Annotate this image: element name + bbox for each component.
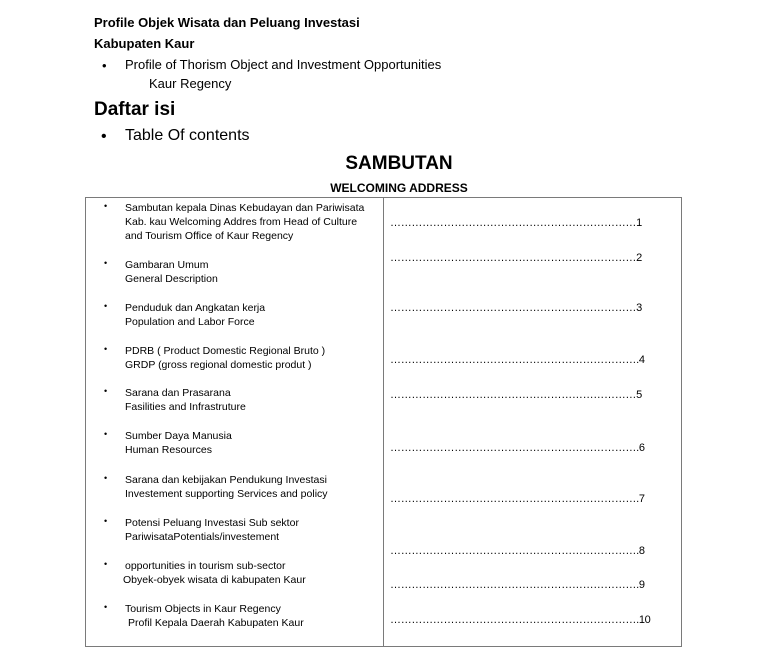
- toc-item-line: and Tourism Office of Kaur Regency: [125, 230, 294, 242]
- toc-item-line: Gambaran Umum: [125, 259, 209, 271]
- toc-item-line: Population and Labor Force: [125, 316, 255, 328]
- english-subtitle: Kaur Regency: [149, 76, 232, 91]
- page-leader: ……………………………………………………………5: [390, 389, 642, 401]
- toc-item-line: Sumber Daya Manusia: [125, 430, 232, 442]
- bullet-icon: •: [104, 473, 108, 483]
- english-title: Profile of Thorism Object and Investment Opportunities: [125, 57, 442, 72]
- page-leader: …………………………………………………………….6: [390, 442, 645, 454]
- document-title: Profile Objek Wisata dan Peluang Investasi: [94, 15, 360, 30]
- toc-item-line: Sarana dan Prasarana: [125, 387, 231, 399]
- toc-item-line: Sambutan kepala Dinas Kebudayan dan Pariwisata: [125, 202, 365, 214]
- bullet-icon: •: [104, 344, 108, 354]
- toc-item-line: GRDP (gross regional domestic produt ): [125, 359, 312, 371]
- toc-item-line: Investement supporting Services and policy: [125, 488, 328, 500]
- toc-item-line: Potensi Peluang Investasi Sub sektor: [125, 517, 299, 529]
- page-leader: ……………………………………………………………2: [390, 252, 642, 264]
- toc-item-line: Human Resources: [125, 444, 212, 456]
- bullet-icon: •: [102, 58, 107, 73]
- toc-item-line: opportunities in tourism sub-sector: [125, 560, 286, 572]
- bullet-icon: •: [104, 201, 108, 211]
- toc-item-line: Kab. kau Welcoming Addres from Head of Culture: [125, 216, 358, 228]
- page-leader: …………………………………………………………….10: [390, 614, 651, 626]
- toc-item-line: General Description: [125, 273, 218, 285]
- bullet-icon: •: [104, 602, 108, 612]
- toc-item-line: PDRB ( Product Domestic Regional Bruto ): [125, 345, 326, 357]
- section-title: SAMBUTAN: [345, 153, 453, 174]
- page-leader: …………………………………………………………….4: [390, 354, 645, 366]
- toc-subheading: Table Of contents: [125, 127, 250, 144]
- table-column-divider: [383, 197, 384, 647]
- bullet-icon: •: [101, 128, 107, 145]
- bullet-icon: •: [104, 516, 108, 526]
- toc-item-line: Fasilities and Infrastruture: [125, 401, 246, 413]
- toc-item-line: Obyek-obyek wisata di kabupaten Kaur: [123, 574, 306, 586]
- page-leader: ……………………………………………………………3: [390, 302, 642, 314]
- page-leader: …………………………………………………………….9: [390, 579, 645, 591]
- toc-item-line: Profil Kepala Daerah Kabupaten Kaur: [128, 617, 304, 629]
- toc-item-line: PariwisataPotentials/investement: [125, 531, 280, 543]
- page-leader: …………………………………………………………….7: [390, 493, 645, 505]
- section-subtitle: WELCOMING ADDRESS: [330, 181, 468, 195]
- document-subtitle: Kabupaten Kaur: [94, 36, 195, 51]
- toc-item-line: Penduduk dan Angkatan kerja: [125, 302, 266, 314]
- page-leader: ……………………………………………………………1: [390, 217, 642, 229]
- toc-heading: Daftar isi: [94, 99, 176, 120]
- toc-item-line: Tourism Objects in Kaur Regency: [125, 603, 281, 615]
- bullet-icon: •: [104, 301, 108, 311]
- bullet-icon: •: [104, 386, 108, 396]
- page-leader: …………………………………………………………….8: [390, 545, 645, 557]
- bullet-icon: •: [104, 559, 108, 569]
- toc-item-line: Sarana dan kebijakan Pendukung Investasi: [125, 474, 327, 486]
- bullet-icon: •: [104, 258, 108, 268]
- bullet-icon: •: [104, 429, 108, 439]
